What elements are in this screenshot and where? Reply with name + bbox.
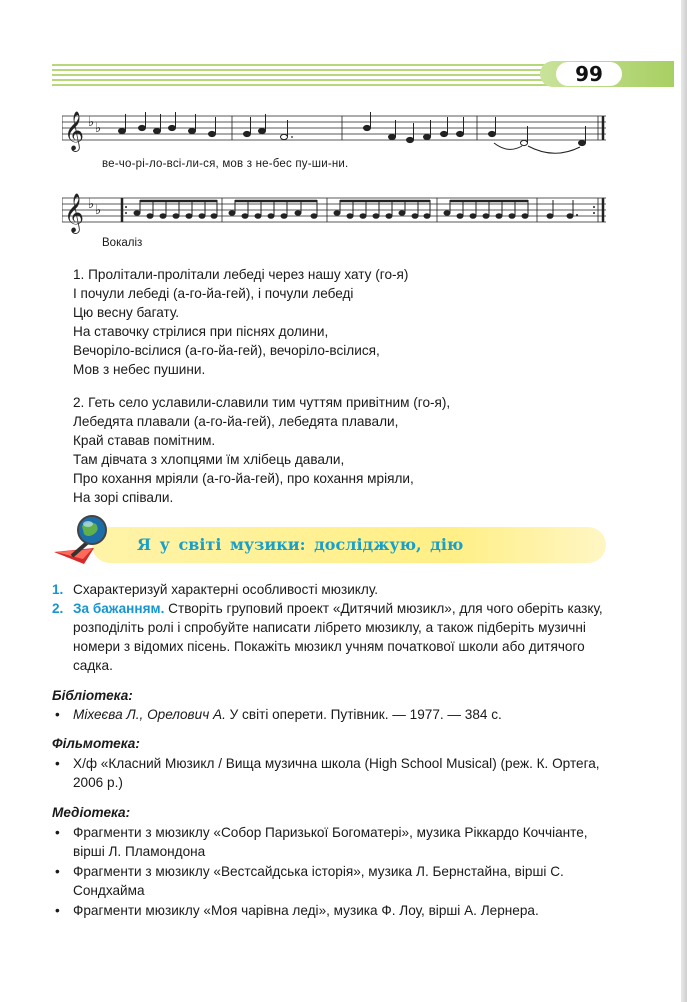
bullet: • <box>55 707 60 722</box>
task-number: 2. <box>52 601 64 616</box>
bullet: • <box>55 825 60 840</box>
page-edge <box>681 0 687 1002</box>
media-text: Фрагменти мюзиклу «Моя чарівна леді», музика Ф. Лоу, вірші А. Лернера. <box>73 903 539 918</box>
task-list <box>52 580 612 675</box>
library-heading: Бібліотека: <box>52 688 133 703</box>
poem-line: Про кохання мріяли (а-го-йа-гей), про кохання мріяли, <box>73 471 414 486</box>
poem-line: Вечоріло-всілися (а-го-йа-гей), вечоріло-всілися, <box>73 343 380 358</box>
poem-verse-2 <box>73 393 450 507</box>
section-title: Я у світі музики: досліджую, дію <box>137 535 464 554</box>
poem-line: І почули лебеді (а-го-йа-гей), і почули лебеді <box>73 286 354 301</box>
book-title: У світі оперети. Путівник. — 1977. — 384 с. <box>225 707 502 722</box>
task-highlight: За бажанням. <box>73 601 165 616</box>
poem-line: Мов з небес пушини. <box>73 362 206 377</box>
svg-text:♭: ♭ <box>88 197 95 212</box>
film-text: Х/ф «Класний Мюзикл / Вища музична школа (High School Musical) (реж. К. Ортега, 2006 р.) <box>73 756 600 790</box>
poem-line: На зорі співали. <box>73 490 174 505</box>
task-text: Схарактеризуй характерні особливості мюзиклу. <box>73 582 379 597</box>
media-text: Фрагменти з мюзиклу «Вестсайдська історія», музика Л. Бернстайна, вірші С. Сондхайма <box>73 864 564 898</box>
task-item <box>52 599 612 675</box>
poem-line: Цю весну багату. <box>73 305 180 320</box>
poem-line: На ставочку стрілися при піснях долини, <box>73 324 329 339</box>
poem-line: Лебедята плавали (а-го-йа-гей), лебедята плавали, <box>73 414 399 429</box>
media-text: Фрагменти з мюзиклу «Собор Паризької Богоматері», музика Ріккардо Коччіанте, вірші Л. Пламондона <box>73 825 588 859</box>
svg-text:𝄞: 𝄞 <box>64 193 85 233</box>
filmoteka-heading: Фільмотека: <box>52 736 140 751</box>
vocalise-label: Вокаліз <box>102 237 143 249</box>
page-number: 99 <box>556 62 622 86</box>
task-text: Створіть груповий проект «Дитячий мюзикл», для чого оберіть казку, розподіліть ролі і спробуйте написати лібрето мюзиклу, а також підберіть музичні номери з відомих пісень. Покажіть мюзикл учням початкової школи або дитячого садка. <box>73 601 603 673</box>
globe-magnifier-icon <box>50 512 120 566</box>
music-staff-2 <box>62 190 610 236</box>
mediateka-item <box>52 902 612 921</box>
mediateka-heading: Медіотека: <box>52 805 131 820</box>
filmoteka-item <box>52 755 612 792</box>
poem-line: Там дівчата з хлопцями їм хлібець давали, <box>73 452 345 467</box>
svg-text:♭: ♭ <box>95 203 102 218</box>
poem-line: Край ставав помітним. <box>73 433 216 448</box>
bullet: • <box>55 864 60 879</box>
mediateka-item <box>52 863 612 900</box>
music-lyrics: ве-чо-рі-ло-всі-ли-ся, мов з не-бес пу-ши-ни. <box>102 158 349 170</box>
task-number: 1. <box>52 582 64 597</box>
mediateka-list <box>52 824 612 923</box>
task-item <box>52 580 612 599</box>
bullet: • <box>55 756 60 771</box>
library-list <box>52 706 612 727</box>
bullet: • <box>55 903 60 918</box>
svg-text:♭: ♭ <box>88 115 95 130</box>
poem-line: 1. Пролітали-пролітали лебеді через нашу хату (го-я) <box>73 267 409 282</box>
svg-text:♭: ♭ <box>95 121 102 136</box>
book-authors: Міхеєва Л., Орелович А. <box>73 707 226 722</box>
mediateka-item <box>52 824 612 861</box>
poem-verse-1 <box>73 265 408 379</box>
filmoteka-list <box>52 755 612 794</box>
poem-line: 2. Геть село уславили-славили тим чуттям привітним (го-я), <box>73 395 451 410</box>
svg-text:𝄞: 𝄞 <box>64 111 85 151</box>
library-item <box>52 706 612 725</box>
